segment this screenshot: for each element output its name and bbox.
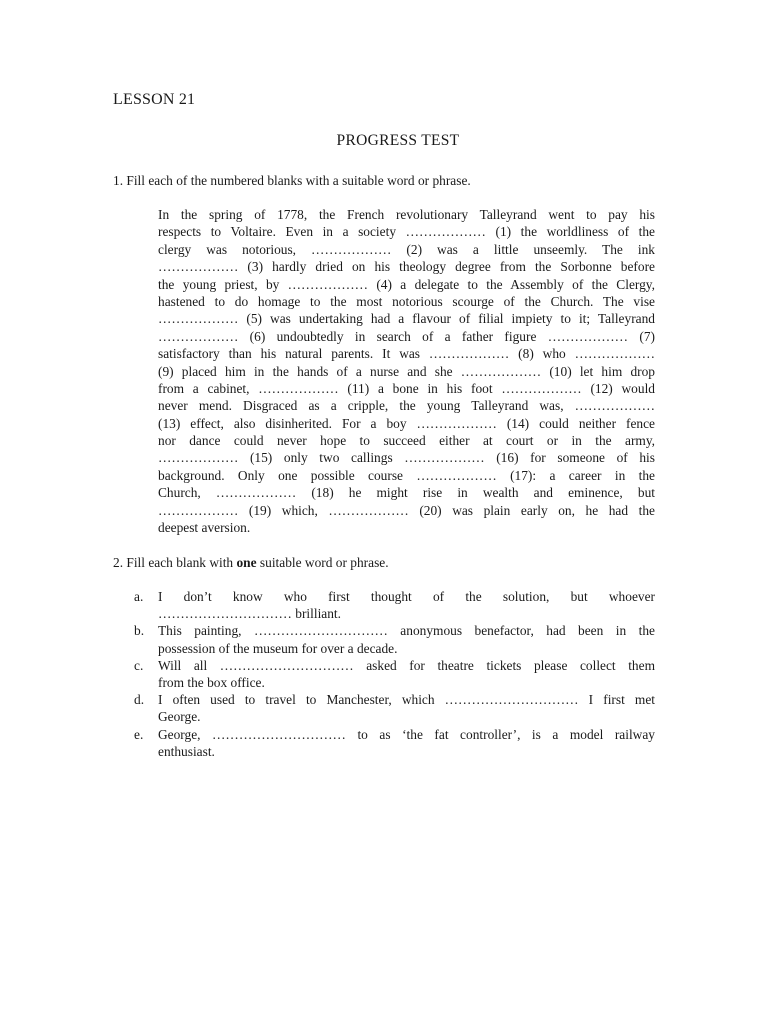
item-letter: e. [134,726,144,742]
item-line: I don’t know who first thought of the solution, but whoever [158,589,655,604]
passage-line: ……………… (19) which, ……………… (20) was plain early on, he had the [158,502,655,518]
exercise-2-items [130,588,655,760]
passage-line: ……………… (6) undoubtedly in search of a father figure ……………… (7) [158,328,655,344]
passage-line: ……………… (15) only two callings ……………… (16) for someone of his [158,450,655,466]
exercise-item-e [130,726,655,760]
item-line: possession of the museum for over a decade. [158,640,398,656]
passage-line: the young priest, by ……………… (4) a delegate to the Assembly of the Clergy, [158,276,655,292]
instruction-emphasis: one [236,555,257,570]
exercise-item-c [130,657,655,691]
passage-line: In the spring of 1778, the French revolutionary Talleyrand went to pay his [158,207,655,222]
passage-line: satisfactory than his natural parents. It was ……………… (8) who ……………… [158,346,655,362]
test-title: PROGRESS TEST [336,132,460,149]
item-line: Will all ………………………… asked for theatre tickets please collect them [158,657,655,673]
passage-line: never mend. Disgraced as a cripple, the young Talleyrand was, ……………… [158,398,655,414]
item-line: enthusiast. [158,743,215,759]
passage-line: Church, ……………… (18) he might rise in wealth and eminence, but [158,485,655,501]
item-letter: b. [134,623,145,639]
passage-line: hastened to do homage to the most notorious scourge of the Church. The vise [158,293,655,309]
exercise-item-d [130,691,655,725]
item-letter: d. [134,692,145,708]
instruction-prefix: 2. Fill each blank with [113,555,237,570]
passage-line: deepest aversion. [158,520,251,536]
passage-line: (13) effect, also disinherited. For a boy ……………… (14) could neither fence [158,415,655,431]
item-line: I often used to travel to Manchester, which ………………………… I first met [158,692,655,708]
passage-line: ……………… (5) was undertaking had a flavour of filial impiety to it; Talleyrand [158,311,655,327]
exercise-1-instruction: 1. Fill each of the numbered blanks with a suitable word or phrase. [113,173,471,188]
passage-line: (9) placed him in the hands of a nurse and she ……………… (10) let him drop [158,363,655,379]
exercise-item-b [130,622,655,656]
lesson-title: LESSON 21 [113,91,196,108]
item-line: This painting, ………………………… anonymous benefactor, had been in the [158,623,655,639]
passage-line: clergy was notorious, ……………… (2) was a little unseemly. The ink [158,241,655,257]
passage-line: nor dance could never hope to succeed either at court or in the army, [158,433,655,449]
passage-line: respects to Voltaire. Even in a society ……………… (1) the worldliness of the [158,224,655,240]
exercise-item-a [130,588,655,622]
item-letter: a. [134,589,144,604]
item-line: from the box office. [158,674,265,690]
exercise-2-instruction [113,554,389,571]
passage-line: ……………… (3) hardly dried on his theology degree from the Sorbonne before [158,259,655,275]
passage-line: background. Only one possible course ……………… (17): a career in the [158,467,655,483]
exercise-1-passage [158,206,655,536]
item-line: George. [158,709,201,725]
item-line: George, ………………………… to as ‘the fat controller’, is a model railway [158,726,655,742]
item-letter: c. [134,657,144,673]
passage-line: from a cabinet, ……………… (11) a bone in his foot ……………… (12) would [158,380,655,396]
instruction-suffix: suitable word or phrase. [256,555,389,570]
item-line: ………………………… brilliant. [158,606,341,622]
